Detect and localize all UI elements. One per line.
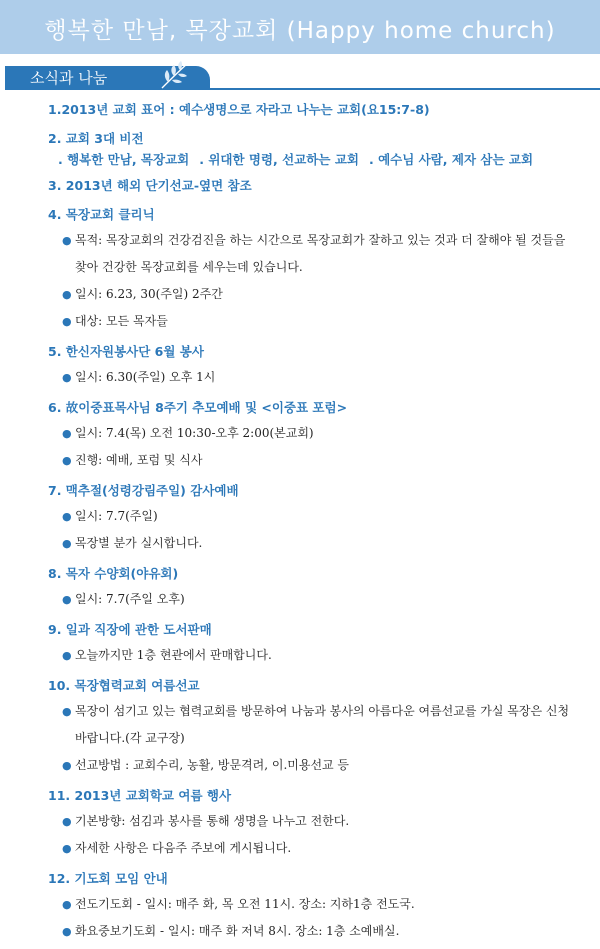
bullet-text: 화요중보기도회 - 일시: 매주 화 저녁 8시. 장소: 1층 소예배실. [75,924,400,938]
news-item-heading: 2. 교회 3대 비전 [48,131,144,146]
news-item [0,866,600,945]
news-item [0,126,600,169]
news-item [0,783,600,862]
bullet-text: 자세한 사항은 다음주 주보에 게시됩니다. [75,841,292,855]
bullet-list [0,503,600,557]
bullet-dot-icon: ● [62,234,72,247]
bullet-dot-icon: ● [62,649,72,662]
bullet-item [62,808,570,835]
bullet-text: 일시: 6.30(주일) 오후 1시 [75,370,216,384]
bullet-list [0,227,600,335]
leaf-icon [158,60,192,90]
bullet-text: 목장별 분가 실시합니다. [75,536,203,550]
bullet-text: 오늘까지만 1층 현관에서 판매합니다. [75,648,272,662]
news-item-heading: 5. 한신자원봉사단 6월 봉사 [48,344,204,359]
bullet-item [62,642,570,669]
bullet-dot-icon: ● [62,510,72,523]
bullet-item [62,227,570,281]
bullet-item [62,364,570,391]
bullet-text: 목장이 섬기고 있는 협력교회를 방문하여 나눔과 봉사의 아름다운 여름선교를 가실 목장은 신청 바랍니다.(각 교구장) [75,704,570,745]
news-item [0,617,600,669]
bullet-list [0,586,600,613]
bullet-dot-icon: ● [62,288,72,301]
bullet-dot-icon: ● [62,454,72,467]
news-item [0,173,600,198]
news-item-heading: 4. 목장교회 클리닉 [48,207,155,222]
bullet-item [62,447,570,474]
bullet-dot-icon: ● [62,315,72,328]
news-item-heading: 8. 목자 수양회(야유회) [48,566,179,581]
bullet-text: 기본방향: 섬김과 봉사를 통해 생명을 나누고 전한다. [75,814,350,828]
bullet-item [62,835,570,862]
news-item [0,395,600,474]
news-item [0,202,600,335]
news-item-heading: 7. 맥추절(성령강림주일) 감사예배 [48,483,239,498]
bullet-item [62,918,570,945]
news-item [0,673,600,779]
news-item-heading: 3. 2013년 해외 단기선교-옆면 참조 [48,178,252,193]
vision-item: . 예수님 사람, 제자 삼는 교회 [368,152,534,167]
section-title: 소식과 나눔 [30,69,108,87]
bullet-item [62,530,570,557]
bullet-dot-icon: ● [62,815,72,828]
section-divider [190,88,600,90]
bullet-item [62,698,570,752]
bullet-text: 일시: 7.7(주일 오후) [75,592,185,606]
bullet-item [62,891,570,918]
bullet-text: 일시: 6.23, 30(주일) 2주간 [75,287,223,301]
bullet-dot-icon: ● [62,925,72,938]
bullet-text: 진행: 예배, 포럼 및 식사 [75,453,203,467]
news-item-heading: 1.2013년 교회 표어 : 예수생명으로 자라고 나누는 교회(요15:7-8) [48,102,430,117]
bullet-dot-icon: ● [62,898,72,911]
bullet-list [0,420,600,474]
bullet-list [0,698,600,779]
bullet-item [62,281,570,308]
news-item-heading: 10. 목장협력교회 여름선교 [48,678,200,693]
bullet-dot-icon: ● [62,759,72,772]
vision-item: . 위대한 명령, 선교하는 교회 [199,152,359,167]
bullet-dot-icon: ● [62,427,72,440]
bullet-dot-icon: ● [62,842,72,855]
news-list [0,97,600,949]
bullet-text: 목적: 목장교회의 건강검진을 하는 시간으로 목장교회가 잘하고 있는 것과 더 잘해야 될 것들을 찾아 건강한 목장교회를 세우는데 있습니다. [75,233,566,274]
bullet-list [0,364,600,391]
bullet-text: 선교방법 : 교회수리, 농활, 방문격려, 이.미용선교 등 [75,758,350,772]
bullet-text: 일시: 7.4(목) 오전 10:30-오후 2:00(본교회) [75,426,314,440]
bullet-dot-icon: ● [62,705,72,718]
bullet-item [62,308,570,335]
news-item-heading: 9. 일과 직장에 관한 도서판매 [48,622,212,637]
vision-list [58,151,600,169]
bullet-list [0,642,600,669]
bullet-list [0,808,600,862]
bullet-dot-icon: ● [62,593,72,606]
bullet-dot-icon: ● [62,371,72,384]
page-title: 행복한 만남, 목장교회 (Happy home church) [44,18,556,44]
bullet-text: 일시: 7.7(주일) [75,509,158,523]
bullet-text: 전도기도회 - 일시: 매주 화, 목 오전 11시. 장소: 지하1층 전도국. [75,897,415,911]
news-item-heading: 11. 2013년 교회학교 여름 행사 [48,788,232,803]
bullet-item [62,586,570,613]
news-item [0,561,600,613]
vision-item: . 행복한 만남, 목장교회 [58,152,190,167]
bullet-list [0,891,600,945]
bullet-item [62,503,570,530]
bullet-item [62,420,570,447]
news-item-heading: 6. 故이중표목사님 8주기 추모예배 및 <이중표 포럼> [48,400,348,415]
news-item [0,97,600,122]
bullet-text: 대상: 모든 목자들 [75,314,168,328]
news-item [0,478,600,557]
news-item [0,339,600,391]
bullet-item [62,752,570,779]
bullet-dot-icon: ● [62,537,72,550]
news-item-heading: 12. 기도회 모임 안내 [48,871,168,886]
